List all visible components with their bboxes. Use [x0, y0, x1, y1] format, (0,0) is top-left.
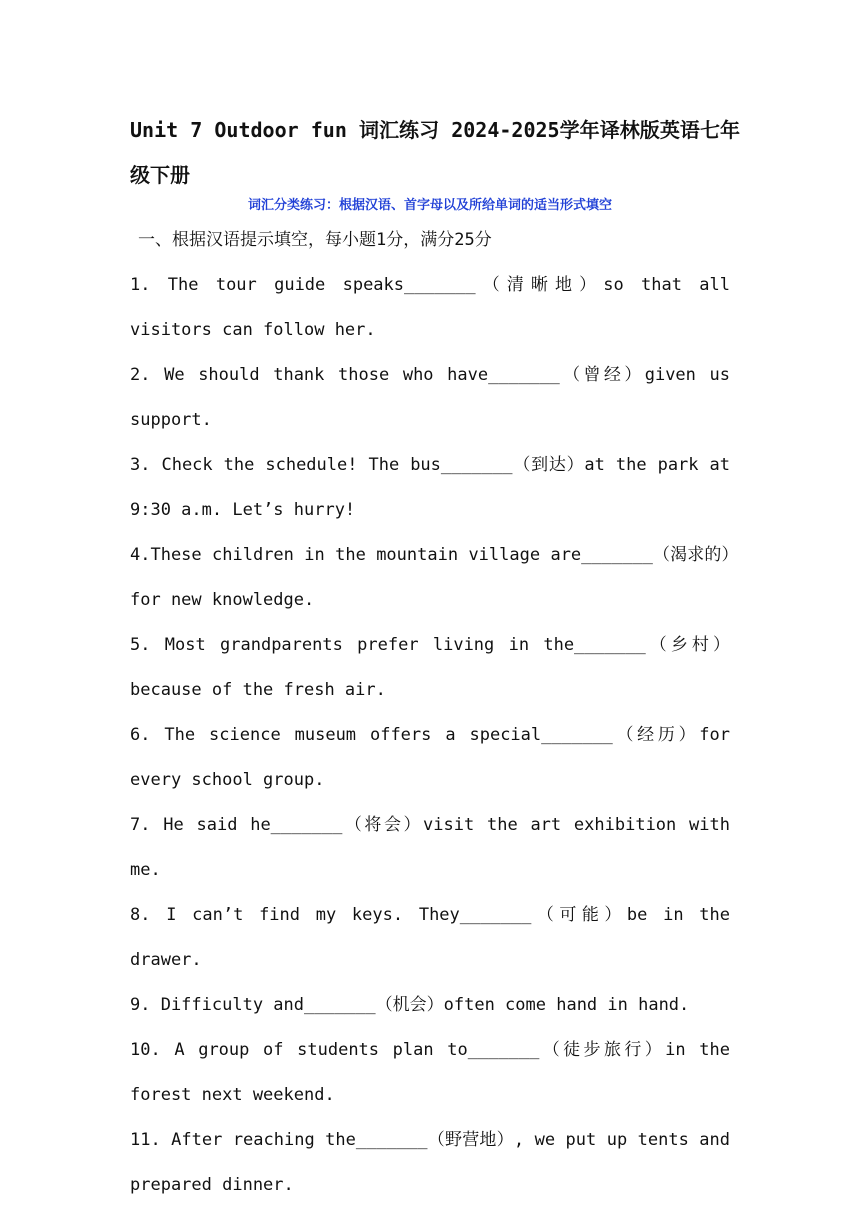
document-title: Unit 7 Outdoor fun 词汇练习 2024-2025学年译林版英语七年级下册 [130, 118, 740, 187]
question-item: 4.These children in the mountain village are_______（渴求的）for new knowledge. [130, 545, 730, 610]
exercise-subtitle: 词汇分类练习：根据汉语、首字母以及所给单词的适当形式填空 [247, 198, 612, 213]
question-list [130, 263, 730, 1208]
question-item: 9. Difficulty and_______（机会）often come hand in hand. [130, 995, 690, 1015]
question-item: 7. He said he_______（将会）visit the art exhibition with me. [130, 815, 730, 880]
question-item: 2. We should thank those who have_______（曾经）given us support. [130, 365, 730, 430]
question-item: 6. The science museum offers a special_______（经历）for every school group. [130, 725, 730, 790]
section-heading: 一、根据汉语提示填空，每小题1分，满分25分 [138, 230, 492, 250]
question-item: 1. The tour guide speaks_______（清晰地）so that all visitors can follow her. [130, 275, 730, 340]
question-item: 8. I can’t find my keys. They_______（可能）be in the drawer. [130, 905, 730, 970]
question-item: 10. A group of students plan to_______（徒步旅行）in the forest next weekend. [130, 1040, 730, 1105]
question-item: 11. After reaching the_______（野营地）, we put up tents and prepared dinner. [130, 1130, 730, 1195]
question-item: 3. Check the schedule! The bus_______（到达）at the park at 9:30 a.m. Let’s hurry! [130, 455, 730, 520]
question-item: 5. Most grandparents prefer living in the_______（乡村）because of the fresh air. [130, 635, 730, 700]
